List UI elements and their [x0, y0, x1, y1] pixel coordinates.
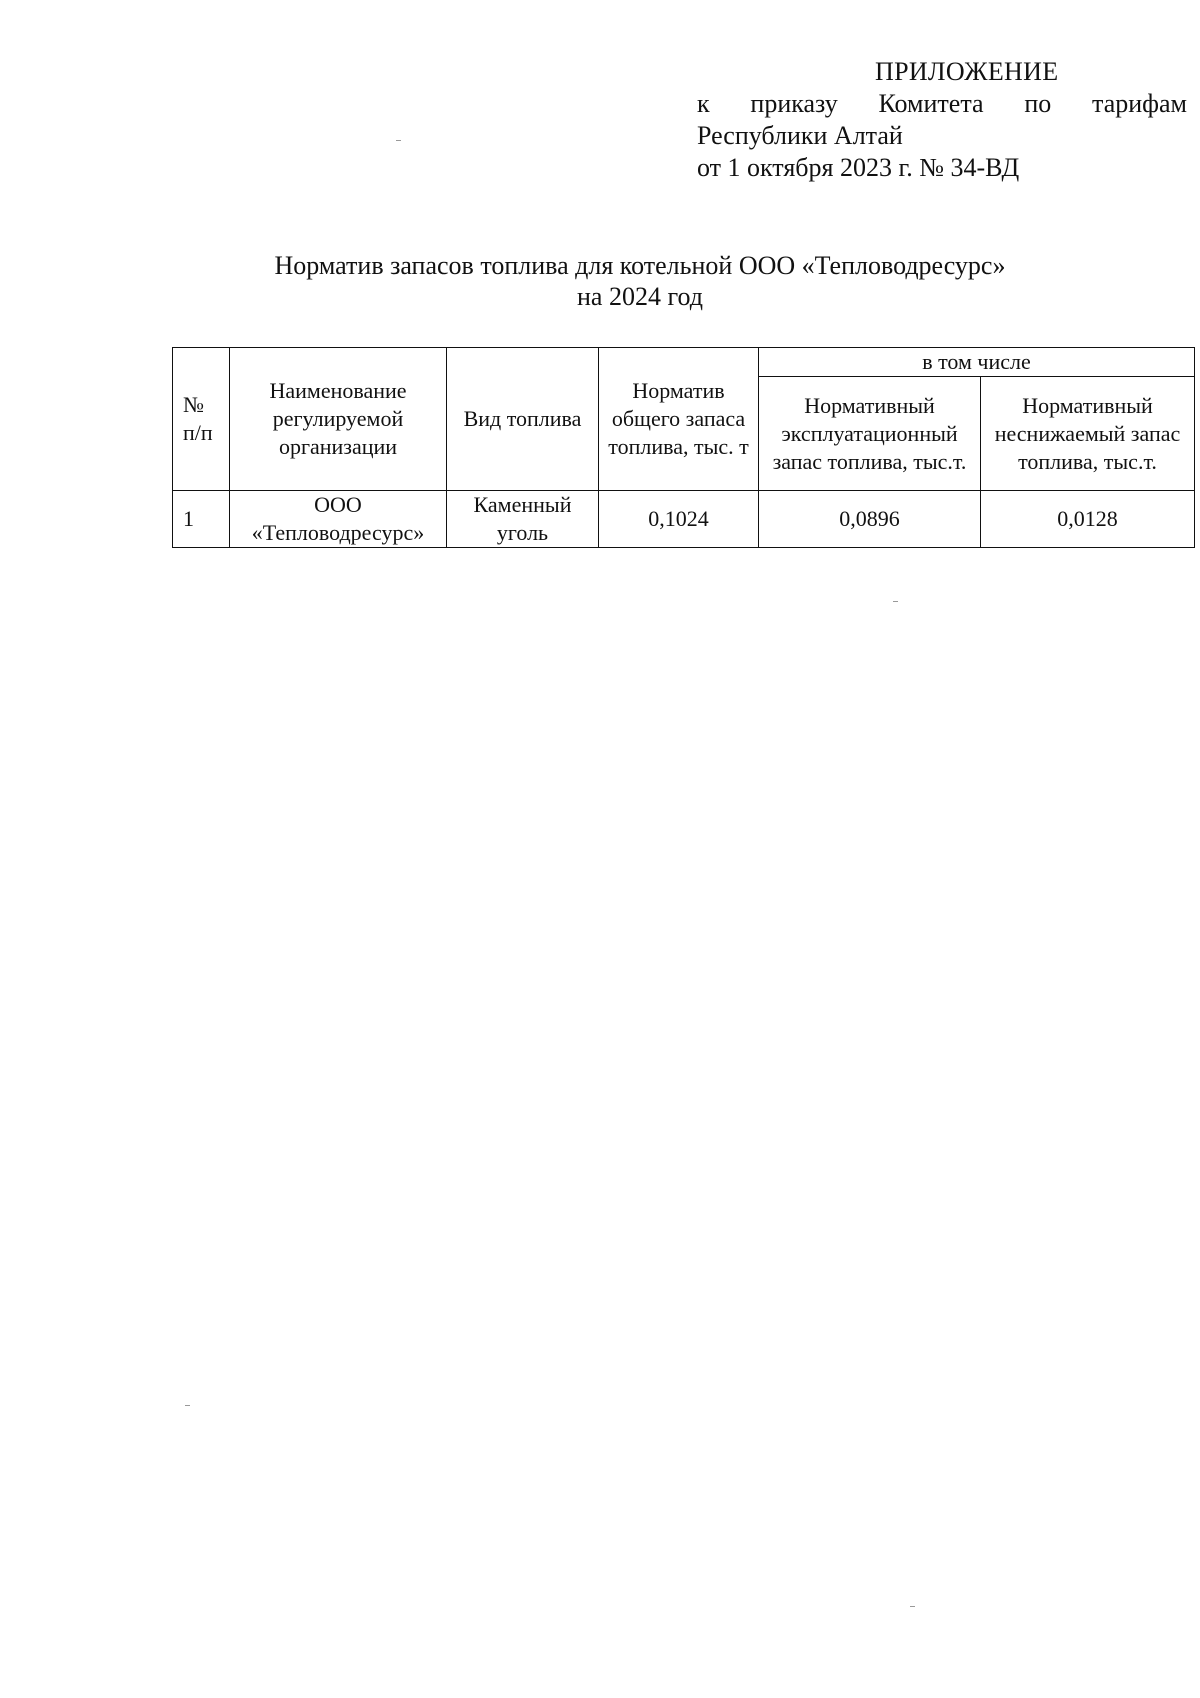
appendix-block — [697, 56, 1187, 184]
cell-num: 1 — [173, 491, 230, 548]
scan-speck — [185, 1405, 190, 1406]
header-num: № п/п — [173, 348, 230, 491]
cell-fuel-type: Каменный уголь — [447, 491, 599, 548]
document-title — [0, 250, 1200, 312]
scan-speck — [396, 140, 401, 141]
cell-operational-reserve: 0,0896 — [759, 491, 981, 548]
scan-speck — [893, 601, 898, 602]
header-organization: Наименование регулируемой организации — [230, 348, 447, 491]
document-title-line-2: на 2024 год — [577, 282, 703, 311]
cell-irreducible-reserve: 0,0128 — [981, 491, 1195, 548]
appendix-date-line: от 1 октября 2023 г. № 34-ВД — [697, 153, 1020, 182]
header-fuel-type: Вид топлива — [447, 348, 599, 491]
table-row — [173, 491, 1195, 548]
cell-total-reserve: 0,1024 — [599, 491, 759, 548]
header-operational-reserve: Нормативный эксплуатационный запас топлива, тыс.т. — [759, 377, 981, 491]
header-total-reserve: Норматив общего запаса топлива, тыс. т — [599, 348, 759, 491]
header-irreducible-reserve: Нормативный неснижаемый запас топлива, тыс.т. — [981, 377, 1195, 491]
cell-organization: ООО «Тепловодресурс» — [230, 491, 447, 548]
fuel-norms-table — [172, 347, 1195, 548]
appendix-order-line: к приказу Комитета по тарифам — [697, 89, 1187, 118]
appendix-republic-line: Республики Алтай — [697, 121, 903, 150]
header-including: в том числе — [759, 348, 1195, 377]
scan-speck — [910, 1606, 915, 1607]
appendix-heading: ПРИЛОЖЕНИЕ — [875, 57, 1059, 86]
document-title-line-1: Норматив запасов топлива для котельной ООО «Тепловодресурс» — [274, 251, 1006, 280]
